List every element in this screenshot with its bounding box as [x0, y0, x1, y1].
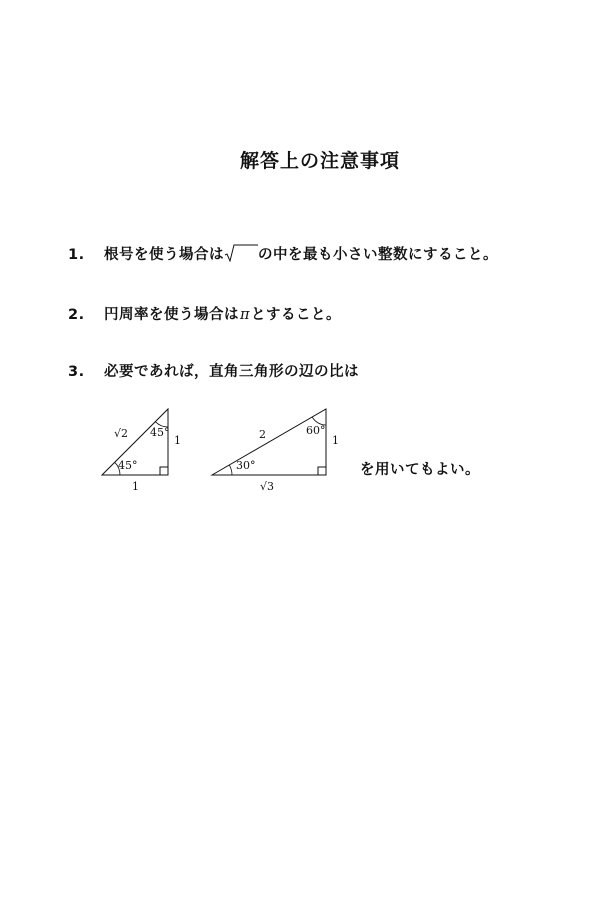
- triangle-30-side-right-label: 1: [332, 434, 339, 447]
- triangle-30-side-bottom-label: √3: [260, 480, 275, 493]
- instruction-1-text-before: 根号を使う場合は: [104, 247, 224, 263]
- triangle-45-side-bottom-label: 1: [132, 480, 139, 493]
- instruction-2-text-after: とすること。: [251, 307, 342, 323]
- instruction-3-number: 3.: [68, 364, 85, 380]
- instruction-3-text: 必要であれば，直角三角形の辺の比は: [104, 364, 359, 380]
- triangle-30-60-90: [212, 409, 339, 493]
- triangle-30-angle-left-label: 30°: [236, 459, 256, 472]
- triangle-45-45-90: [102, 409, 181, 493]
- instruction-3: [68, 360, 359, 381]
- triangle-45-angle-top-label: 45°: [150, 426, 170, 439]
- triangle-45-angle-left-label: 45°: [118, 459, 138, 472]
- triangle-30-angle-top-label: 60°: [306, 424, 326, 437]
- triangle-45-side-right-label: 1: [174, 434, 181, 447]
- instruction-2: [68, 303, 341, 324]
- triangle-figures: [90, 400, 350, 500]
- closing-text: を用いてもよい。: [360, 462, 480, 478]
- instruction-2-number: 2.: [68, 307, 85, 323]
- instruction-2-text-before: 円周率を使う場合は: [104, 307, 239, 323]
- triangle-30-hypotenuse-label: 2: [259, 428, 266, 441]
- page-title: 解答上の注意事項: [239, 150, 400, 172]
- pi-symbol: π: [240, 307, 251, 323]
- instruction-1-text-after: の中を最も小さい整数にすること。: [258, 247, 498, 263]
- triangle-45-hypotenuse-label: √2: [114, 427, 129, 440]
- radical-sign-icon: [224, 244, 258, 261]
- instruction-1: [68, 243, 498, 264]
- instruction-1-number: 1.: [68, 247, 85, 263]
